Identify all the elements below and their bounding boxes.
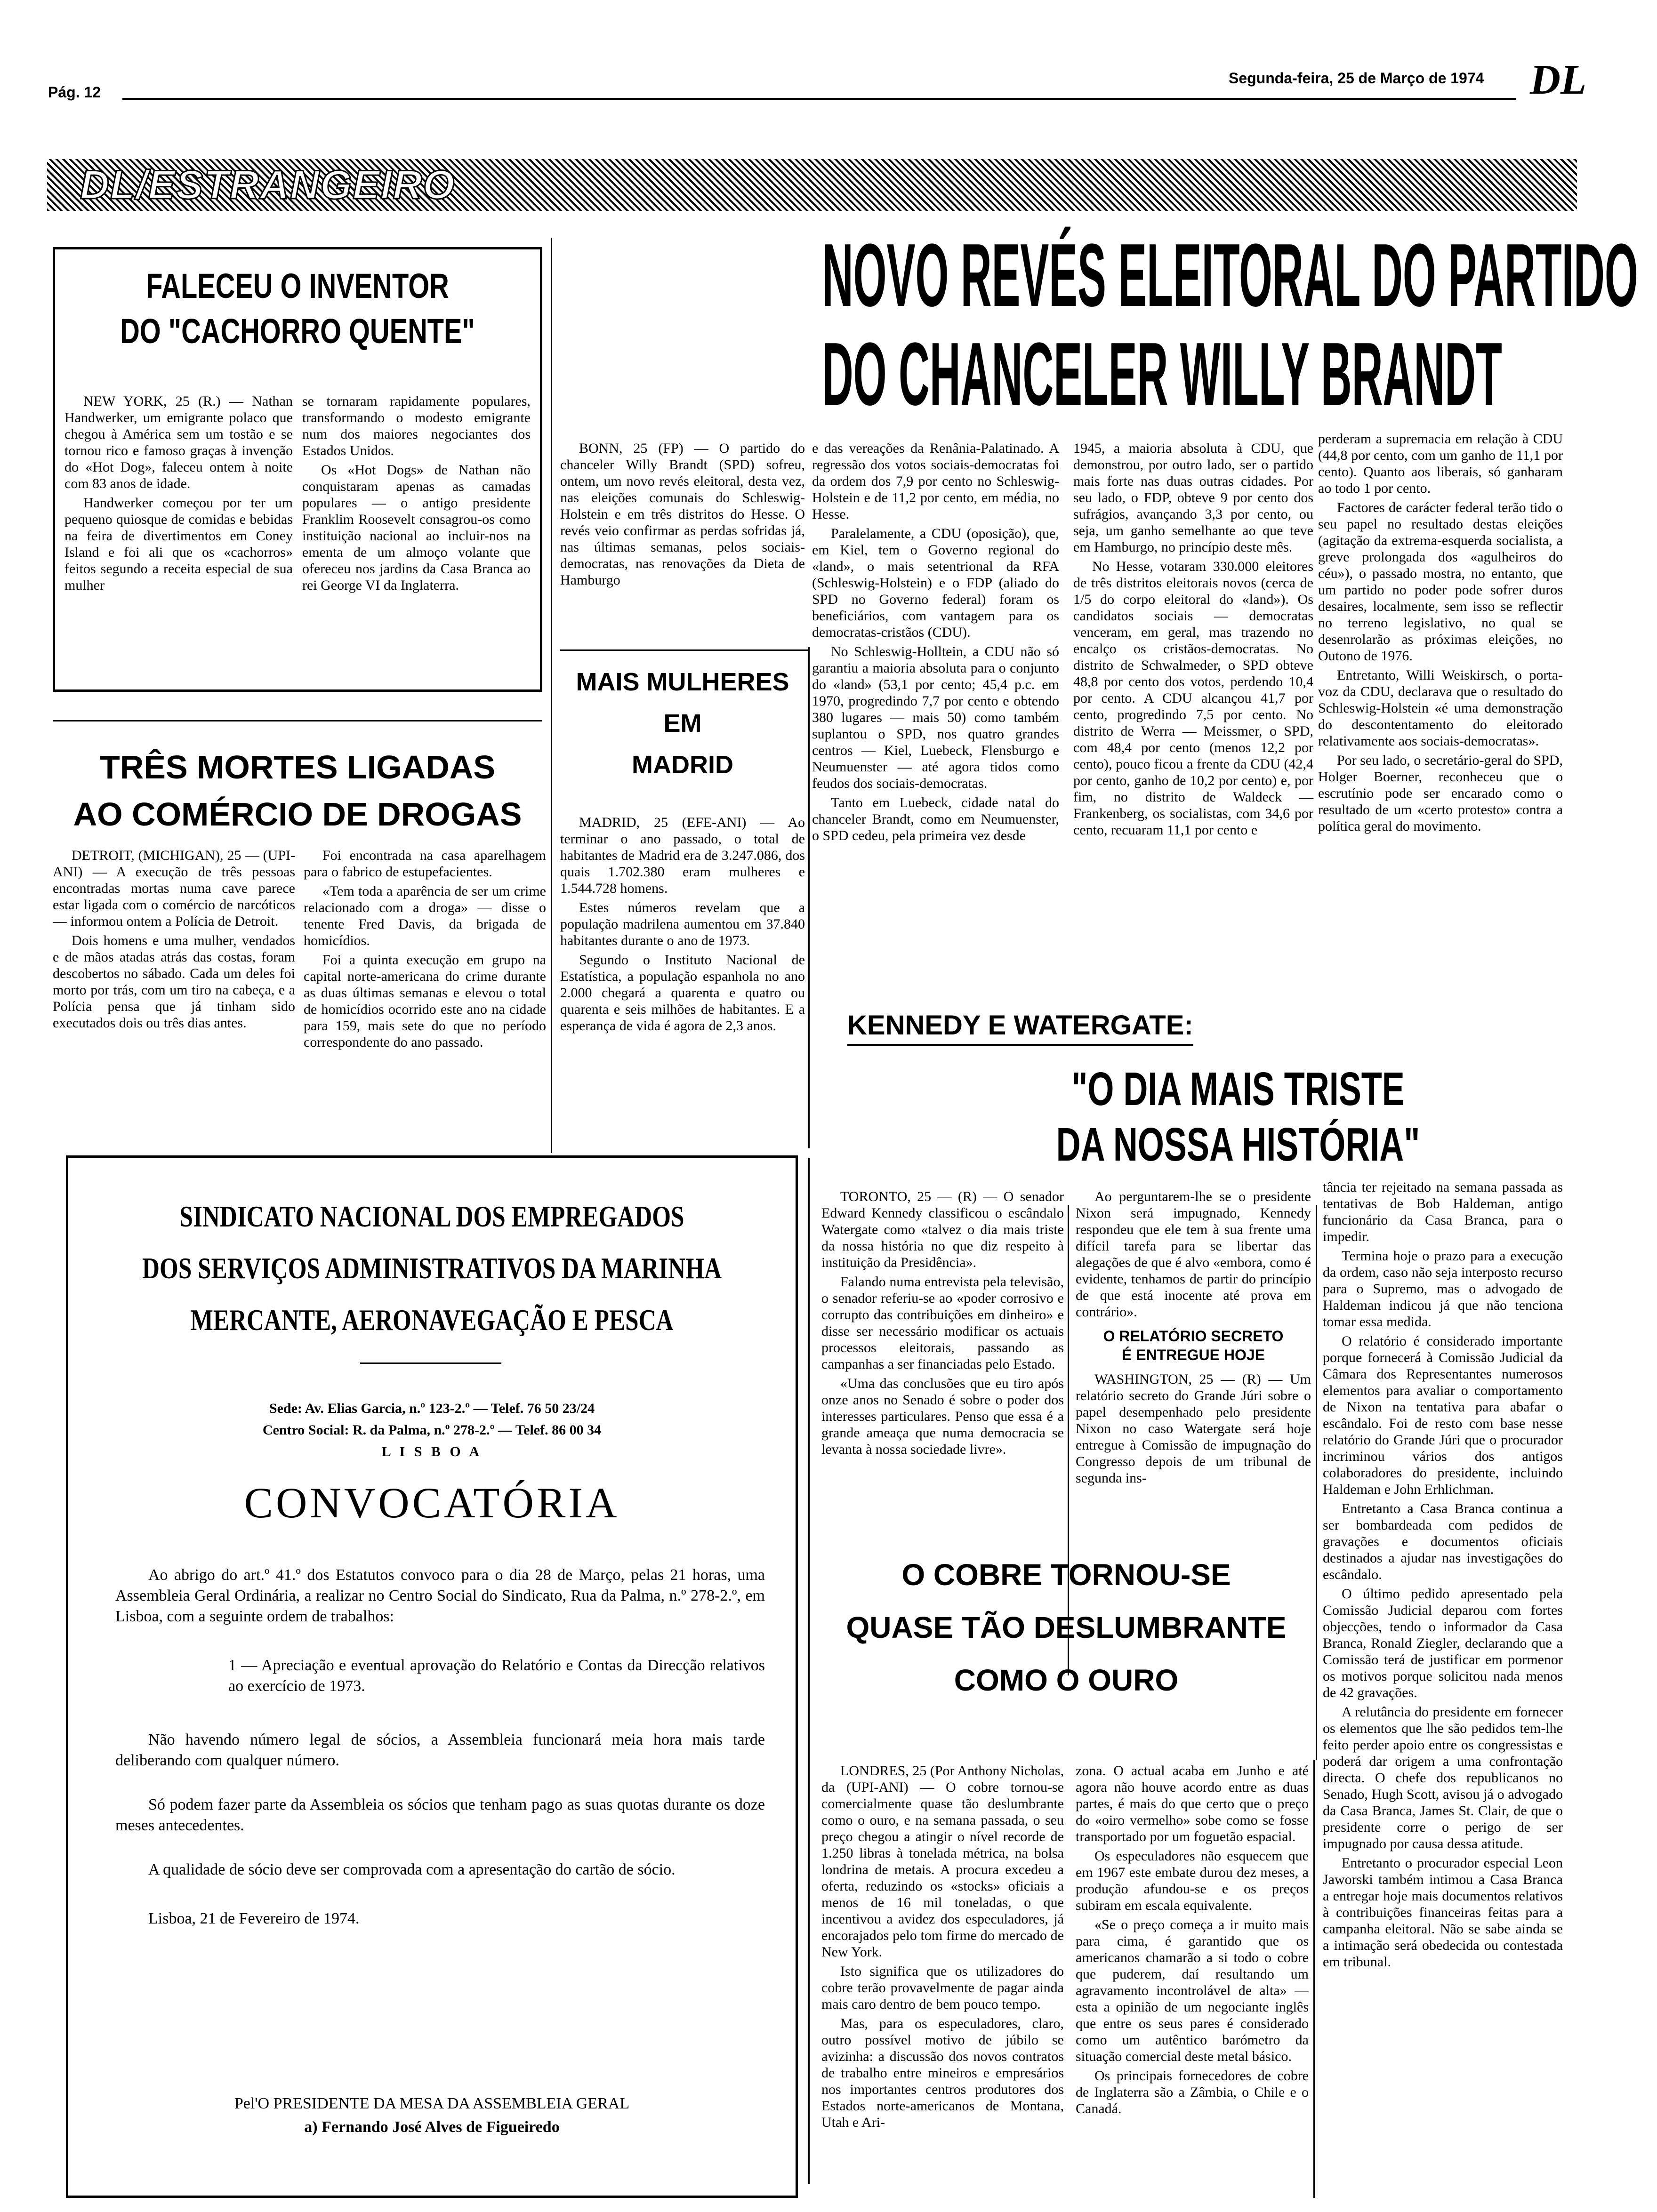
notice-signature-role: Pel'O PRESIDENTE DA MESA DA ASSEMBLEIA GERAL bbox=[234, 2095, 630, 2112]
kennedy-col2 bbox=[1076, 1188, 1311, 1489]
kennedy-headline-line1: "O DIA MAIS TRISTE bbox=[1071, 1063, 1405, 1115]
brandt-para: No Schleswig-Holltein, a CDU não só garantiu a maioria absoluta para o conjunto do «land» (53,1 por cento; 45,4 p.c. em 1970, progredindo 7,7 por cento e obtendo 380 lugares — mais 50) como também suplantou o SPD, nos quatro grandes centros — Kiel, Luebeck, Flensburgo e Neumuenster — até agora tidos como feudos dos sociais-democratas. bbox=[812, 644, 1059, 791]
notice-para: Só podem fazer parte da Assembleia os sócios que tenham pago as suas quotas durante os doze meses antecedentes. bbox=[115, 1796, 765, 1834]
cobre-headline-line3: COMO O OURO bbox=[954, 1663, 1179, 1697]
cobre-para: LONDRES, 25 (Por Anthony Nicholas, da (UPI-ANI) — O cobre tornou-se comercialmente quase tão deslumbrante como o ouro, e na semana passada, o seu preço chegou a atingir o nível recorde de 1.250 libras à tonelada métrica, na bolsa londrina de metais. A procura excedeu a oferta, reduzindo os «stocks» oficiais a menos de 16 mil toneladas, o que incentivou a avidez dos especuladores, já encorajados pelo tom firme do mercado de New York. bbox=[821, 1763, 1064, 1960]
drogas-para: «Tem toda a aparência de ser um crime relacionado com a droga» — disse o tenente Fred Davis, da brigada de homicídios. bbox=[304, 883, 546, 948]
brandt-para: Por seu lado, o secretário-geral do SPD, Holger Boerner, reconheceu que o escrutínio pode ser encarado como o resultado de um «certo protesto» contra a política geral do movimento. bbox=[1318, 753, 1563, 834]
madrid-headline-line2: EM bbox=[663, 709, 702, 737]
inventor-col2 bbox=[302, 393, 531, 596]
kennedy-kicker: KENNEDY E WATERGATE: bbox=[847, 1010, 1193, 1046]
cobre-para: Os principais fornecedores de cobre de Inglaterra são a Zâmbia, o Chile e o Canadá. bbox=[1076, 2068, 1309, 2116]
inventor-headline bbox=[55, 264, 540, 354]
notice-signature-name: a) Fernando José Alves de Figueiredo bbox=[304, 2118, 560, 2136]
header-rule bbox=[122, 98, 1516, 100]
notice-agenda-item: 1 — Apreciação e eventual aprovação do Relatório e Contas da Direcção relativos ao exercício de 1973. bbox=[228, 1657, 765, 1695]
kennedy-para: Entretanto a Casa Branca continua a ser bombardeada com pedidos de gravações e documentos oficiais destinados a ajudar nas investigações do escândalo. bbox=[1323, 1501, 1563, 1582]
notice-signature bbox=[68, 2092, 796, 2139]
brandt-para: Factores de carácter federal terão tido o seu papel no resultado destas eleições (agitação da extrema-esquerda socialista, a greve prolongada dos «agulheiros do céu»), o passado mostra, no entanto, que um partido no poder pode sofrer duros desaires, localmente, sem isso se reflectir no terreno legislativo, no qual se desenrolarão as próximas eleições, no Outono de 1976. bbox=[1318, 500, 1563, 664]
madrid-para: Estes números revelam que a população madrilena aumentou em 37.840 habitantes durante o ano de 1973. bbox=[560, 900, 805, 948]
kennedy-subhead-line1: O RELATÓRIO SECRETO bbox=[1103, 1328, 1284, 1345]
kennedy-para: Entretanto o procurador especial Leon Jaworski também intimou a Casa Branca a entregar hoje mais documentos relativos à contribuições financeiras feitas para a campanha eleitoral. Não se sabe ainda se a intimação será obedecida ou contestada em tribunal. bbox=[1323, 1855, 1563, 1970]
union-address bbox=[68, 1398, 796, 1463]
brandt-headline-line1: NOVO REVÉS ELEITORAL DO PARTIDO bbox=[822, 225, 1638, 325]
kennedy-para: Termina hoje o prazo para a execução da ordem, caso não seja interposto recurso para o Supremo, mas o advogado de Haldeman indicou já que não tenciona tomar essa medida. bbox=[1323, 1248, 1563, 1330]
cobre-headline bbox=[821, 1548, 1311, 1707]
kennedy-para: «Uma das conclusões que eu tiro após onze anos no Senado é sobre o poder dos interesses particulares. Penso que essa é a grande ameaça que numa democracia se levanta à nossa sociedade livre». bbox=[821, 1376, 1064, 1457]
notice-title: CONVOCATÓRIA bbox=[244, 1479, 620, 1527]
notice-date: Lisboa, 21 de Fevereiro de 1974. bbox=[148, 1910, 360, 1927]
section-rule bbox=[53, 720, 542, 721]
page-date: Segunda-feira, 25 de Março de 1974 bbox=[1229, 70, 1484, 87]
section-title: DL/ESTRANGEIRO bbox=[80, 162, 456, 208]
union-address-sede: Sede: Av. Elias Garcia, n.º 123-2.º — Telef. 76 50 23/24 bbox=[269, 1401, 595, 1416]
kennedy-para: tância ter rejeitado na semana passada as tentativas de Bob Haldeman, antigo funcionário da Casa Branca, para o impedir. bbox=[1323, 1179, 1563, 1244]
notice-body bbox=[115, 1565, 765, 1929]
notice-para: Ao abrigo do art.º 41.º dos Estatutos convoco para o dia 28 de Março, pelas 21 horas, uma Assembleia Geral Ordinária, a realizar no Centro Social do Sindicato, Rua da Palma, n.º 278-2.º, em Lisboa, com a seguinte ordem de trabalhos: bbox=[115, 1566, 765, 1625]
inventor-para: NEW YORK, 25 (R.) — Nathan Handwerker, um emigrante polaco que chegou à América sem um tostão e se tornou rico e famoso graças à invenção do «Hot Dog», faleceu ontem à noite com 83 anos de idade. bbox=[64, 393, 293, 491]
madrid-body bbox=[560, 814, 805, 1037]
inventor-col1 bbox=[64, 393, 293, 596]
kennedy-para: A relutância do presidente em fornecer os elementos que lhe são pedidos tem-lhe feito perder apoio entre os congressistas e poderá dar origem a uma confrontação directa. O chefe dos republicanos no Senado, Hugh Scott, avisou já o advogado da Casa Branca, James St. Clair, de que o presidente corre o perigo de ser impugnado por causa dessa atitude. bbox=[1323, 1704, 1563, 1851]
brandt-col4 bbox=[1318, 431, 1563, 837]
kennedy-headline bbox=[932, 1061, 1544, 1172]
kennedy-para: TORONTO, 25 — (R) — O senador Edward Kennedy classificou o escândalo Watergate como «talvez o dia mais triste da nossa história no que diz respeito à instituição da Presidência». bbox=[821, 1189, 1064, 1270]
inventor-headline-line1: FALECEU O INVENTOR bbox=[146, 266, 449, 305]
madrid-para: MADRID, 25 (EFE-ANI) — Ao terminar o ano passado, o total de habitantes de Madrid era de 3.247.086, dos quais 1.702.380 eram mulheres e 1.544.728 homens. bbox=[560, 815, 805, 896]
brandt-para: Entretanto, Willi Weiskirsch, o porta-voz da CDU, declarava que o resultado do Schleswig-Holstein «é uma demonstração do descontentamento do eleitorado relativamente aos sociais-democratas». bbox=[1318, 667, 1563, 749]
column-rule bbox=[1313, 1760, 1315, 2198]
column-rule bbox=[808, 647, 810, 1148]
kennedy-para: WASHINGTON, 25 — (R) — Um relatório secreto do Grande Júri sobre o papel desempenhado pelo presidente Nixon no caso Watergate será hoje entregue à Comissão de impugnação do Congresso depois de um tribunal de segunda ins- bbox=[1076, 1371, 1311, 1486]
inventor-headline-line2: DO "CACHORRO QUENTE" bbox=[120, 312, 475, 351]
cobre-headline-line1: O COBRE TORNOU-SE bbox=[901, 1558, 1231, 1592]
drogas-col2 bbox=[304, 847, 546, 1053]
drogas-headline-line1: TRÊS MORTES LIGADAS bbox=[99, 749, 496, 785]
cobre-para: Isto significa que os utilizadores do cobre terão provavelmente de pagar ainda mais caro dentro de bem pouco tempo. bbox=[821, 1964, 1064, 2012]
cobre-col1 bbox=[821, 1763, 1064, 2133]
cobre-col2 bbox=[1076, 1763, 1309, 2120]
cobre-para: «Se o preço começa a ir muito mais para cima, é garantido que os americanos chamarão a si todo o cobre que puderem, daí resultando um agravamento incontrolável de alta» — esta a opinião de um negociante inglês que entre os seus pares é considerado como um autêntico barómetro da situação comercial deste metal básico. bbox=[1076, 1917, 1309, 2064]
brandt-para: No Hesse, votaram 330.000 eleitores de três distritos eleitorais novos (cerca de 1/5 do corpo eleitoral do «land»). Os candidatos sociais — democratas venceram, em geral, mas trazendo no encalço os cristãos-democratas. No distrito de Schwalmeder, o SPD obteve 48,8 por cento dos votos, perdendo 10,4 por cento. A CDU alcançou 41,7 por cento, progredindo 7,5 por cento. No distrito de Werra — Meissmer, o SPD, com 48,4 por cento (menos 12,2 por cento), pouco ficou a frente da CDU (42,4 por cento, ganho de 10,2 por cento) e, por fim, no distrito de Waldeck — Frankenberg, os socialistas, com 34,6 por cento, recuaram 11,1 por cento e bbox=[1073, 559, 1313, 838]
notice-para: Não havendo número legal de sócios, a Assembleia funcionará meia hora mais tarde deliberando com qualquer número. bbox=[115, 1731, 765, 1769]
newspaper-logo: DL bbox=[1530, 56, 1586, 103]
brandt-para: e das vereações da Renânia-Palatinado. A regressão dos votos sociais-democratas foi da ordem dos 7,9 por cento no Schleswig-Holstein e de 11,2 por cento, em média, no Hesse. bbox=[812, 441, 1059, 522]
union-name-line1: SINDICATO NACIONAL DOS EMPREGADOS bbox=[179, 1200, 684, 1233]
brandt-para: Paralelamente, a CDU (oposição), que, em Kiel, tem o Governo regional do «land», o mais setentrional da RFA (Schleswig-Holstein) e o FDP (aliado do SPD no Governo federal) foram os beneficiários, com vantagem para os democratas-cristãos (CDU). bbox=[812, 526, 1059, 640]
column-rule bbox=[551, 238, 552, 1153]
section-rule bbox=[560, 649, 808, 651]
drogas-headline-line2: AO COMÉRCIO DE DROGAS bbox=[73, 796, 522, 833]
column-rule bbox=[1316, 1205, 1317, 1760]
madrid-headline-line3: MADRID bbox=[632, 751, 733, 779]
drogas-col1 bbox=[53, 847, 295, 1034]
inventor-article-box bbox=[53, 247, 542, 692]
union-notice-box bbox=[66, 1155, 798, 2198]
notice-para: A qualidade de sócio deve ser comprovada com a apresentação do cartão de sócio. bbox=[148, 1861, 676, 1878]
kennedy-para: O último pedido apresentado pela Comissão Judicial deparou com fortes objecções, tendo o informador da Casa Branca, Ronald Ziegler, declarando que a Comissão terá de justificar em pormenor os motivos porque solicitou nada menos de 42 gravações. bbox=[1323, 1586, 1563, 1700]
cobre-para: Mas, para os especuladores, claro, outro possível motivo de júbilo se avizinha: a discussão dos novos contratos de trabalho entre mineiros e empresários nos importantes centros produtores dos Estados norte-americanos de Montana, Utah e Ari- bbox=[821, 2016, 1064, 2130]
kennedy-headline-line2: DA NOSSA HISTÓRIA" bbox=[1056, 1118, 1420, 1171]
brandt-para: Tanto em Luebeck, cidade natal do chanceler Brandt, como em Neumuenster, o SPD cedeu, pela primeira vez desde bbox=[812, 795, 1059, 843]
inventor-para: se tornaram rapidamente populares, transformando o modesto emigrante num dos maiores negociantes dos Estados Unidos. bbox=[302, 393, 531, 458]
page-number: Pág. 12 bbox=[48, 84, 101, 101]
kennedy-subhead-line2: É ENTREGUE HOJE bbox=[1121, 1346, 1265, 1363]
cobre-para: Os especuladores não esquecem que em 1967 este embate durou dez meses, a produção afundou-se e os preços subiram em escala equivalente. bbox=[1076, 1848, 1309, 1913]
madrid-headline-line1: MAIS MULHERES bbox=[576, 668, 789, 696]
drogas-para: DETROIT, (MICHIGAN), 25 — (UPI-ANI) — A execução de três pessoas encontradas mortas numa cave parece estar ligada com o comércio de narcóticos — informou ontem a Polícia de Detroit. bbox=[53, 848, 295, 929]
kennedy-col1 bbox=[821, 1188, 1064, 1460]
brandt-headline-line2: DO CHANCELER WILLY BRANDT bbox=[822, 324, 1502, 424]
brandt-para: perderam a supremacia em relação à CDU (44,8 por cento, com um ganho de 11,1 por cento). Quanto aos liberais, só ganharam ao todo 1 por cento. bbox=[1318, 431, 1563, 496]
union-city: L I S B O A bbox=[381, 1444, 483, 1459]
brandt-col3 bbox=[1073, 440, 1313, 841]
madrid-headline bbox=[560, 661, 805, 785]
brandt-para: BONN, 25 (FP) — O partido do chanceler Willy Brandt (SPD) sofreu, ontem, um novo revés eleitoral, desta vez, nas eleições comunais do Schleswig-Holstein e em três distritos do Hesse. O revés veio confirmar as perdas sofridas já, nas últimas semanas, pelos sociais-democratas, nas renovações da Dieta de Hamburgo bbox=[560, 441, 805, 588]
union-address-centro: Centro Social: R. da Palma, n.º 278-2.º — Telef. 86 00 34 bbox=[262, 1422, 602, 1438]
brandt-para: 1945, a maioria absoluta à CDU, que demonstrou, por outro lado, ser o partido mais forte nas duas outras cidades. Por seu lado, o FDP, obteve 9 por cento dos sufrágios, avançando 3,3 por cento, ou seja, um ganho semelhante ao que teve em Hamburgo, no princípio deste mês. bbox=[1073, 441, 1313, 555]
union-name-line3: MERCANTE, AERONAVEGAÇÃO E PESCA bbox=[190, 1303, 674, 1337]
union-name-line2: DOS SERVIÇOS ADMINISTRATIVOS DA MARINHA bbox=[142, 1251, 722, 1285]
drogas-headline bbox=[53, 744, 542, 838]
column-rule bbox=[808, 1158, 810, 2184]
brandt-col2 bbox=[812, 440, 1059, 847]
divider bbox=[360, 1362, 501, 1364]
kennedy-subhead bbox=[1076, 1327, 1311, 1364]
drogas-para: Foi a quinta execução em grupo na capital norte-americana do crime durante as duas últimas semanas e elevou o total de homicídios ocorrido este ano na cidade para 159, mais sete do que no período correspondente do ano passado. bbox=[304, 952, 546, 1050]
kennedy-para: Falando numa entrevista pela televisão, o senador referiu-se ao «poder corrosivo e corrupto das contribuições em dinheiro» e disse ser necessário modificar os actuais processos eleitorais, passando as campanhas a ser financiadas pelo Estado. bbox=[821, 1274, 1064, 1372]
inventor-para: Os «Hot Dogs» de Nathan não conquistaram apenas as camadas populares — o antigo presidente Franklim Roosevelt consagrou-os como instituição nacional ao incluir-nos na ementa de um almoço volante que ofereceu nos jardins da Casa Branca ao rei George VI da Inglaterra. bbox=[302, 462, 531, 593]
kennedy-col3 bbox=[1323, 1179, 1563, 1973]
cobre-para: zona. O actual acaba em Junho e até agora não houve acordo entre as duas partes, é mais do que certo que o preço do «oiro vermelho» sobe como se fosse transportado por um foguetão espacial. bbox=[1076, 1763, 1309, 1844]
brandt-col1 bbox=[560, 440, 805, 591]
union-name bbox=[68, 1191, 796, 1346]
drogas-para: Foi encontrada na casa aparelhagem para o fabrico de estupefacientes. bbox=[304, 848, 546, 880]
kennedy-para: Ao perguntarem-lhe se o presidente Nixon será impugnado, Kennedy respondeu que ele tem à sua frente uma difícil tarefa para se libertar das alegações de que é alvo «embora, como é evidente, tenhamos de partir do princípio de que está inocente até prova em contrário». bbox=[1076, 1189, 1311, 1320]
cobre-headline-line2: QUASE TÃO DESLUMBRANTE bbox=[846, 1611, 1287, 1644]
section-banner bbox=[47, 159, 1577, 211]
brandt-headline bbox=[555, 225, 1638, 424]
inventor-para: Handwerker começou por ter um pequeno quiosque de comidas e bebidas na feira de divertimentos em Coney Island e foi ali que os «cachorros» feitos segundo a receita especial de sua mulher bbox=[64, 495, 293, 593]
drogas-para: Dois homens e uma mulher, vendados e de mãos atadas atrás das costas, foram descobertos no sábado. Cada um deles foi morto por trás, com um tiro na cabeça, e a Polícia pensa que já tinham sido executados dois ou três dias antes. bbox=[53, 933, 295, 1031]
kennedy-para: O relatório é considerado importante porque fornecerá à Comissão Judicial da Câmara dos Representantes numerosos elementos para avaliar o comportamento de Nixon na tentativa para abafar o escândalo. Foi de resto com base nesse relatório do Grande Júri que o procurador incriminou vários dos antigos colaboradores do presidente, incluindo Haldeman e John Erhlichman. bbox=[1323, 1333, 1563, 1497]
madrid-para: Segundo o Instituto Nacional de Estatística, a população espanhola no ano 2.000 chegará a quarenta e quatro ou quarenta e seis milhões de habitantes. E a esperança de vida é agora de 2,3 anos. bbox=[560, 952, 805, 1034]
